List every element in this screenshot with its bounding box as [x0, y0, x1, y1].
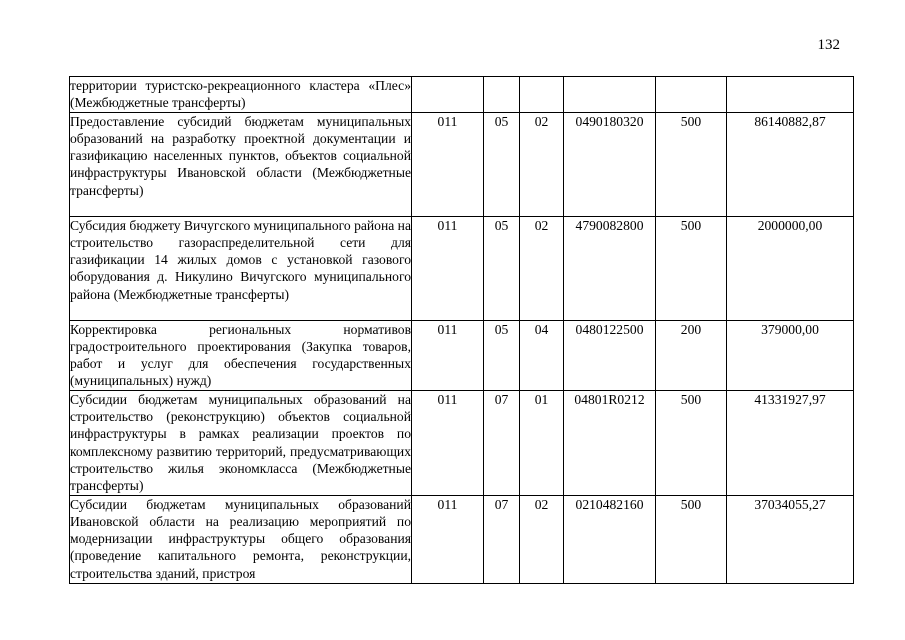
row-name: Субсидия бюджету Вичугского муниципального района на строительство газораспределительной сети для газификации 14 жилых домов с установкой газового оборудования д. Никулино Вичугского муниципального района (Межбюджетные трансферты): [70, 216, 412, 320]
target-article-code: 0490180320: [564, 112, 656, 216]
row-name: Субсидии бюджетам муниципальных образований на строительство (реконструкцию) объектов социальной инфраструктуры в рамках реализации проектов по комплексному развитию территорий, предусматривающих строительство жилья экономкласса (Межбюджетные трансферты): [70, 391, 411, 494]
subsection-code: 02: [520, 112, 564, 216]
target-article-code: 4790082800: [564, 216, 656, 320]
subsection-code: [520, 77, 564, 113]
amount: 41331927,97: [727, 390, 854, 495]
section-code: [484, 77, 520, 113]
table-row: [70, 390, 854, 495]
budget-table: [69, 76, 854, 584]
page-number: 132: [817, 37, 840, 53]
row-name: Субсидии бюджетам муниципальных образований Ивановской области на реализацию мероприятий по модернизации инфраструктуры общего образования (проведение капитального ремонта, реконструкции, строительства зданий, пристроя: [70, 495, 412, 583]
amount: 379000,00: [727, 320, 854, 390]
section-code: 05: [484, 320, 520, 390]
table-row: [70, 77, 854, 113]
row-name: территории туристско-рекреационного кластера «Плес» (Межбюджетные трансферты): [70, 78, 411, 111]
section-code: 07: [484, 495, 520, 583]
ministry-code: 011: [412, 320, 484, 390]
expense-type-code: [656, 77, 727, 113]
table-row: [70, 216, 854, 320]
amount: 2000000,00: [727, 216, 854, 320]
target-article-code: 04801R0212: [564, 390, 656, 495]
subsection-code: 01: [520, 390, 564, 495]
row-name: Корректировка региональных нормативов градостроительного проектирования (Закупка товаров, работ и услуг для обеспечения государственных (муниципальных) нужд): [70, 321, 411, 389]
ministry-code: 011: [412, 390, 484, 495]
expense-type-code: 500: [656, 112, 727, 216]
amount: 86140882,87: [727, 112, 854, 216]
expense-type-code: 200: [656, 320, 727, 390]
ministry-code: 011: [412, 216, 484, 320]
subsection-code: 02: [520, 216, 564, 320]
ministry-code: 011: [412, 495, 484, 583]
expense-type-code: 500: [656, 390, 727, 495]
table-row: [70, 320, 854, 390]
section-code: 05: [484, 216, 520, 320]
amount: [727, 77, 854, 113]
target-article-code: [564, 77, 656, 113]
subsection-code: 02: [520, 495, 564, 583]
target-article-code: 0210482160: [564, 495, 656, 583]
amount: 37034055,27: [727, 495, 854, 583]
row-name: Предоставление субсидий бюджетам муниципальных образований на разработку проектной документации и газификацию населенных пунктов, объектов социальной инфраструктуры Ивановской области (Межбюджетные трансферты): [70, 112, 412, 216]
ministry-code: 011: [412, 112, 484, 216]
ministry-code: [412, 77, 484, 113]
table-row: [70, 112, 854, 216]
expense-type-code: 500: [656, 216, 727, 320]
target-article-code: 0480122500: [564, 320, 656, 390]
subsection-code: 04: [520, 320, 564, 390]
expense-type-code: 500: [656, 495, 727, 583]
table-row: [70, 495, 854, 583]
section-code: 07: [484, 390, 520, 495]
section-code: 05: [484, 112, 520, 216]
